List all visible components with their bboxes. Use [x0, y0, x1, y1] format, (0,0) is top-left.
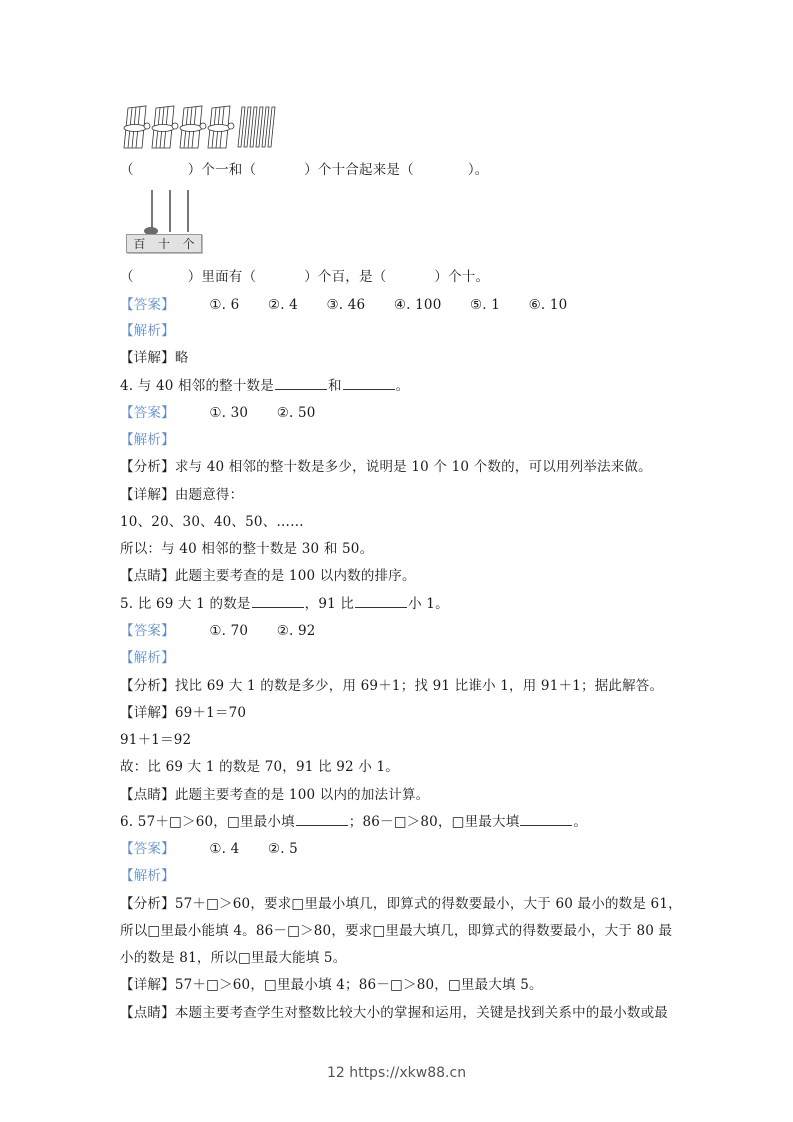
answer-blank: [355, 595, 407, 608]
q4-stem: 4. 与 40 相邻的整十数是 和 。: [120, 378, 410, 394]
q3-part2-text: （ ）里面有（ ）个百，是（ ）个十。: [120, 269, 490, 285]
answer-blank: [252, 595, 304, 608]
q4-answer-row: 【答案】 ①. 30 ②. 50: [120, 405, 316, 421]
answer-blank: [275, 377, 327, 390]
q6-detail: 【详解】57＋□＞60，□里最小填 4；86－□＞80，□里最大填 5。: [120, 977, 543, 993]
q5-detail: 【详解】69＋1＝70: [120, 705, 247, 721]
q6-analysis-label: 【解析】: [120, 868, 175, 884]
q6-answer-row: 【答案】 ①. 4 ②. 5: [120, 841, 298, 857]
abacus-base: 百 十 个: [126, 234, 202, 253]
abacus-figure: [122, 190, 202, 256]
q4-fenxi: 【分析】求与 40 相邻的整十数是多少，说明是 10 个 10 个数的，可以用列举法来做。: [120, 459, 652, 475]
q4-detail: 【详解】由题意得：: [120, 487, 244, 503]
q5-answer-row: 【答案】 ①. 70 ②. 92: [120, 623, 316, 639]
q6-stem: 6. 57＋□＞60，□里最小填 ；86－□＞80，□里最大填 。: [120, 814, 588, 830]
abacus-rod-tens: [169, 190, 171, 232]
stick-bundles-figure: [120, 104, 280, 150]
abacus-rod-ones: [187, 190, 189, 232]
q5-stem: 5. 比 69 大 1 的数是 ，91 比 小 1。: [120, 596, 449, 612]
abacus-rod-hundreds: [151, 190, 153, 232]
q5-detail-line2: 91＋1＝92: [120, 732, 192, 748]
q3-detail: 【详解】略: [120, 350, 189, 366]
q5-fenxi: 【分析】找比 69 大 1 的数是多少，用 69＋1；找 91 比谁小 1，用 91＋1；据此解答。: [120, 678, 664, 694]
answer-blank: [296, 813, 348, 826]
q5-analysis-label: 【解析】: [120, 650, 175, 666]
q4-detail-line2: 10、20、30、40、50、……: [120, 514, 304, 530]
q5-dianjing: 【点睛】此题主要考查的是 100 以内的加法计算。: [120, 787, 430, 803]
answer-blank: [520, 813, 572, 826]
q6-fenxi-line3: 小的数是 81，所以□里最大能填 5。: [120, 950, 347, 966]
q6-dianjing: 【点睛】本题主要考查学生对整数比较大小的掌握和运用，关键是找到关系中的最小数或最: [120, 1005, 669, 1021]
q6-fenxi-line2: 所以□里最小能填 4。86－□＞80，要求□里最大填几，即算式的得数要最小，大于 80 最: [120, 923, 673, 939]
q3-part1-text: （ ）个一和（ ）个十合起来是（ ）。: [120, 162, 489, 178]
q4-dianjing: 【点睛】此题主要考查的是 100 以内数的排序。: [120, 568, 416, 584]
answer-label: 【答案】: [120, 297, 175, 313]
q3-analysis-label: 【解析】: [120, 323, 175, 339]
q6-fenxi: 【分析】57＋□＞60，要求□里最小填几，即算式的得数要最小，大于 60 最小的数是 61，: [120, 896, 682, 912]
q3-answer-row: 【答案】 ①. 6 ②. 4 ③. 46 ④. 100 ⑤. 1 ⑥. 10: [120, 297, 568, 313]
q4-analysis-label: 【解析】: [120, 432, 175, 448]
page-footer: 12 https://xkw88.cn: [326, 1065, 467, 1081]
q4-detail-line3: 所以：与 40 相邻的整十数是 30 和 50。: [120, 541, 374, 557]
answer-blank: [343, 377, 395, 390]
q5-detail-line3: 故：比 69 大 1 的数是 70，91 比 92 小 1。: [120, 759, 400, 775]
